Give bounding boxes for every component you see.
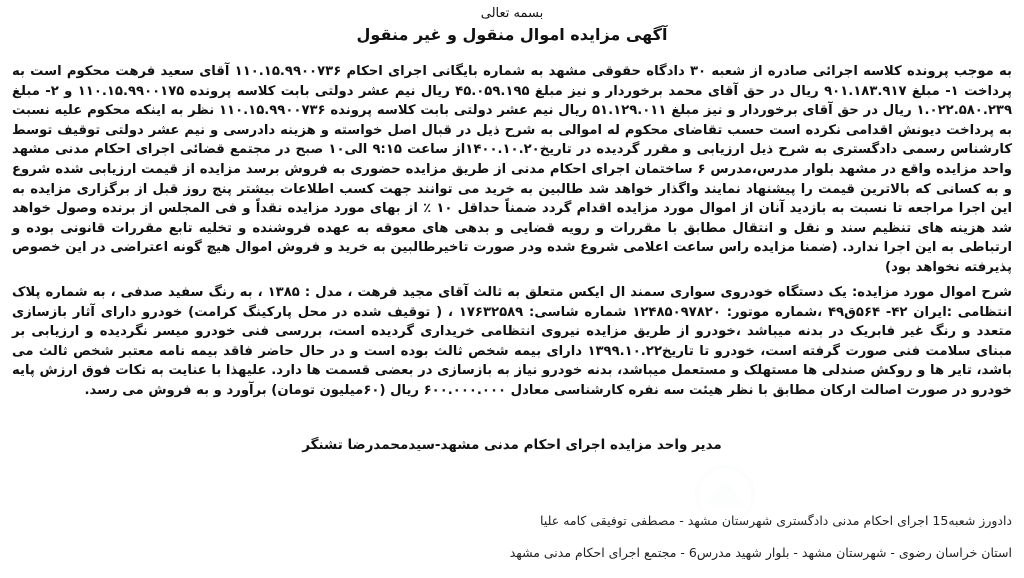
footer-address-line: استان خراسان رضوی - شهرستان مشهد - بلوار شهید مدرس6 - مجتمع اجرای احکام مدنی مشهد bbox=[509, 545, 1012, 560]
notice-paragraph-main: به موجب پرونده کلاسه اجرائی صادره از شعبه ۳۰ دادگاه حقوقی مشهد به شماره بایگانی اجرای احکام ۱۱۰.۱۵.۹۹۰۰۷۳۶ آقای سعید فرهت محکوم است به پرداخت ۱- مبلغ ۹۰۱.۱۸۳.۹۱۷ ریال در حق آقای محمد برخوردار و نیز مبلغ ۴۵.۰۵۹.۱۹۵ ریال نیم عشر دولتی بابت کلاسه پرونده ۱۱۰.۱۵.۹۹۰۰۱۷۵ و ۲- مبلغ ۱.۰۲۲.۵۸۰.۲۳۹ ریال در حق آقای برخوردار و نیز مبلغ ۵۱.۱۲۹.۰۱۱ ریال نیم عشر دولتی بابت کلاسه پرونده ۱۱۰.۱۵.۹۹۰۰۷۳۶ نظر به اینکه محکوم علیه نسبت به پرداخت دیونش اقدامی نکرده است حسب تقاضای محکوم له اموالی به شرح ذیل در قبال اصل خواسته و هزینه دادرسی و نیم عشر دولتی توقیف توسط کارشناس رسمی دادگستری به شرح ذیل ارزیابی و مقرر گردیده در تاریخ۱۴۰۰.۱۰.۲۰از ساعت ۹:۱۵ الی۱۰ صبح در مجتمع قضائی اجرای احکام مدنی مشهد واحد مزایده واقع در مشهد بلوار مدرس،مدرس ۶ ساختمان اجرای احکام مدنی از طریق مزایده حضوری به فروش برسد مزایده از قیمت ارزیابی شده شروع و به کسانی که بالاترین قیمت را پیشنهاد نمایند واگذار خواهد شد طالبین به خرید می توانند جهت کسب اطلاعات بیشتر پنج روز قبل از برگزاری مزایده به این اجرا مراجعه تا نسبت به بازدید آنان از اموال مورد مزایده اقدام گردد ضمناً حداقل ۱۰ ٪ از بهای مورد مزایده نقداً و فی المجلس از برنده وصول خواهد شد هزینه های تنظیم سند و نقل و انتقال مطابق با مقررات و رویه قضایی و بدهی های معوقه به عهده فروشنده و تخلیه تابع مقررات قانونی بوده و ارتباطی به این اجرا ندارد. (ضمنا مزایده راس ساعت اعلامی شروع شده ودر صورت تاخیرطالبین به خرید و فروش اموال هیچ گونه اعتراضی در این خصوص پذیرفته نخواهد بود) bbox=[12, 64, 1013, 275]
notice-title: آگهی مزایده اموال منقول و غیر منقول bbox=[356, 25, 668, 44]
signature-line: مدیر واحد مزایده اجرای احکام مدنی مشهد-سیدمحمدرضا تشنگر bbox=[302, 437, 722, 453]
notice-paragraph-property-description: شرح اموال مورد مزایده: یک دستگاه خودروی سواری سمند ال ایکس متعلق به ثالث آقای مجید فرهت ، مدل : ۱۳۸۵ ، به رنگ سفید صدفی ، به شماره پلاک انتظامی :ایران ۴۲- ۵۶۴ق۴۹ ،شماره موتور: ۱۲۴۸۵۰۹۷۸۲۰ شماره شاسی: ۱۷۶۳۲۵۸۹ ، ( توقیف شده در محل پارکینگ کرامت) خودرو دارای آثار بازسازی متعدد و رنگ غیر فابریک در بدنه میباشد ،خودرو از طریق مزایده نیروی انتظامی خریداری گردیده است، بررسی فنی خودرو میسر نگردیده و ارزیابی بر مبنای سلامت فنی صورت گرفته است، خودرو تا تاریخ۱۳۹۹.۱۰.۲۲ دارای بیمه شخص ثالث بوده است و در حال حاضر فاقد بیمه نامه معتبر شخص ثالث می باشد، تایر ها و روکش صندلی ها مستهلک و مستعمل میباشد، بدنه خودرو نیاز به بازسازی در بعضی قسمت ها دارد. علیهذا با عنایت به نکات فوق ارزش پایه خودرو در صورت اصالت ارکان مطابق با نظر هیئت سه نفره کارشناسی معادل ۶۰۰.۰۰۰.۰۰۰ ریال (۶۰میلیون تومان) برآورد و به فروش می رسد. bbox=[12, 285, 1012, 398]
footer-officer-line: دادورز شعبه15 اجرای احکام مدنی دادگستری شهرستان مشهد - مصطفی توفیقی کامه علیا bbox=[540, 513, 1012, 528]
basmala-heading: بسمه تعالی bbox=[480, 6, 544, 21]
